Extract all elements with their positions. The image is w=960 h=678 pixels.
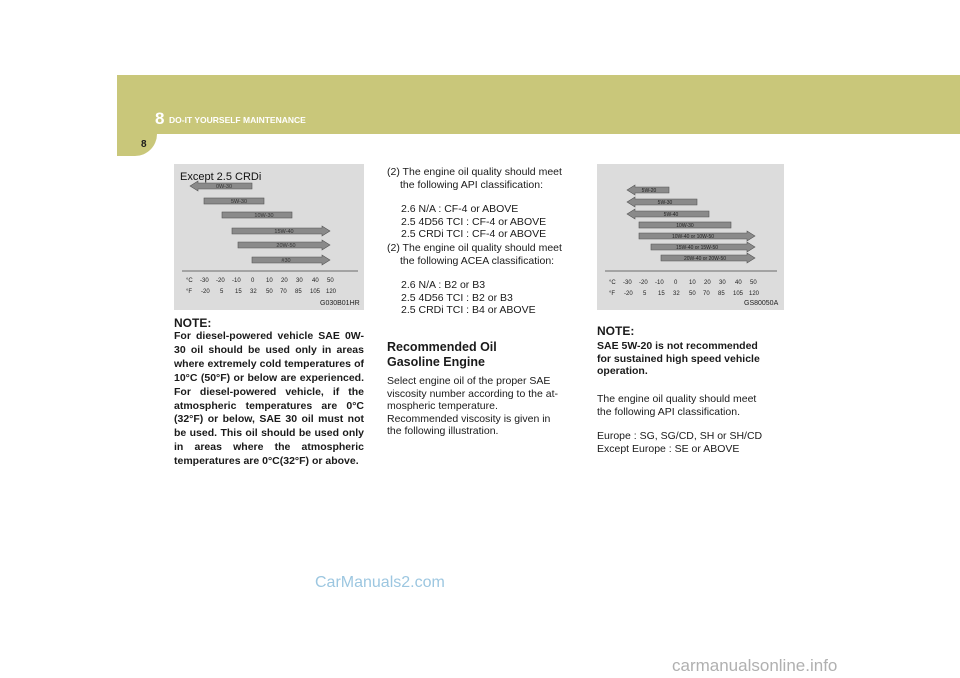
grade-arrow xyxy=(238,240,330,250)
viscosity-arrows xyxy=(597,164,784,310)
body-line: the following API classification. xyxy=(597,405,740,418)
grade-arrow xyxy=(232,226,330,236)
except-europe-spec: Except Europe : SE or ABOVE xyxy=(597,442,740,455)
fahrenheit-tick: 5 xyxy=(220,289,224,295)
grade-bar xyxy=(222,212,292,219)
acea-classification xyxy=(387,242,587,317)
grade-label: 5W-30 xyxy=(657,200,673,206)
page-number: 8 xyxy=(141,139,147,150)
page-number-tab xyxy=(117,133,157,156)
celsius-tick: 50 xyxy=(750,280,757,286)
section-heading-line: Gasoline Engine xyxy=(387,355,485,369)
fahrenheit-tick: 120 xyxy=(749,291,760,297)
fahrenheit-tick: 32 xyxy=(673,291,680,297)
warning-line: for sustained high speed vehicle xyxy=(597,352,760,365)
grade-label: 0W-30 xyxy=(215,184,233,190)
watermark-carmanualsonline[interactable]: carmanualsonline.info xyxy=(672,656,838,675)
fahrenheit-tick: 32 xyxy=(250,289,257,295)
acea-intro-line: the following ACEA classification: xyxy=(400,254,555,267)
celsius-tick: -30 xyxy=(623,280,632,286)
celsius-tick: -30 xyxy=(200,278,209,284)
grade-arrow xyxy=(627,185,669,195)
api-intro-line: the following API classification: xyxy=(400,178,543,191)
body-line: the following illustration. xyxy=(387,425,499,438)
grade-label: 20W-50 xyxy=(276,243,296,249)
diesel-viscosity-chart xyxy=(174,164,364,310)
celsius-tick: 20 xyxy=(281,278,288,284)
grade-arrow xyxy=(627,197,697,207)
chapter-title: DO-IT YOURSELF MAINTENANCE xyxy=(169,115,306,125)
grade-label: 10W-30 xyxy=(254,213,274,219)
celsius-tick: °C xyxy=(609,280,616,286)
europe-spec: Europe : SG, SG/CD, SH or SH/CD xyxy=(597,430,763,443)
fahrenheit-tick: -20 xyxy=(201,289,210,295)
api-line: 2.5 CRDi TCI : CF-4 or ABOVE xyxy=(401,228,547,241)
gasoline-viscosity-chart xyxy=(597,164,784,310)
body-line: The engine oil quality should meet xyxy=(597,393,757,405)
body-line: mospheric temperature. xyxy=(387,400,498,413)
warning-line: SAE 5W-20 is not recommended xyxy=(597,340,758,352)
fahrenheit-tick: 15 xyxy=(658,291,665,297)
api-requirement xyxy=(597,393,787,455)
api-line: 2.5 4D56 TCI : CF-4 or ABOVE xyxy=(401,215,547,228)
chapter-number: 8 xyxy=(155,109,165,128)
acea-line: 2.6 N/A : B2 or B3 xyxy=(401,279,486,292)
body-line: viscosity number according to the at- xyxy=(387,387,558,400)
grade-arrow xyxy=(639,231,755,241)
celsius-tick: -20 xyxy=(216,278,225,284)
celsius-tick: -10 xyxy=(232,278,241,284)
fahrenheit-tick: 120 xyxy=(326,289,337,295)
celsius-tick: 50 xyxy=(327,278,334,284)
fahrenheit-tick: °F xyxy=(609,291,616,297)
grade-arrow xyxy=(651,242,755,252)
fahrenheit-tick: 50 xyxy=(689,291,696,297)
note-heading: NOTE: xyxy=(597,324,635,338)
note-heading: NOTE: xyxy=(174,316,212,330)
celsius-tick: °C xyxy=(186,278,193,284)
body-line: Select engine oil of the proper SAE xyxy=(387,375,551,387)
grade-label: 10W-30 xyxy=(676,223,694,229)
grade-arrow xyxy=(190,181,252,191)
grade-label: 5W-20 xyxy=(641,188,657,194)
recommended-oil-text xyxy=(387,375,587,438)
fahrenheit-tick: 15 xyxy=(235,289,242,295)
fahrenheit-tick: 105 xyxy=(310,289,321,295)
warning-line: operation. xyxy=(597,365,648,378)
celsius-tick: 10 xyxy=(266,278,273,284)
grade-label: 5W-30 xyxy=(230,199,248,205)
celsius-tick: 10 xyxy=(689,280,696,286)
celsius-tick: 30 xyxy=(719,280,726,286)
grade-label: 15W-40 xyxy=(274,229,294,235)
grade-label: 15W-40 or 15W-50 xyxy=(675,245,719,251)
section-heading-line: Recommended Oil xyxy=(387,340,497,354)
fahrenheit-tick: 50 xyxy=(266,289,273,295)
fahrenheit-tick: -20 xyxy=(624,291,633,297)
acea-intro-line: (2) The engine oil quality should meet xyxy=(387,242,562,254)
grade-arrow xyxy=(627,209,709,219)
grade-label: #30 xyxy=(281,258,291,264)
grade-bar xyxy=(204,198,264,205)
sae-warning xyxy=(597,340,787,378)
grade-label: 10W-40 or 10W-50 xyxy=(671,234,715,240)
header-rule xyxy=(157,133,960,134)
grade-label: 20W-40 or 20W-50 xyxy=(683,256,727,262)
grade-bar xyxy=(639,222,731,229)
figure-code: GS80050A xyxy=(744,300,779,307)
celsius-tick: 20 xyxy=(704,280,711,286)
api-line: 2.6 N/A : CF-4 or ABOVE xyxy=(401,203,519,216)
section-heading xyxy=(387,340,497,370)
fahrenheit-tick: 85 xyxy=(718,291,725,297)
figure-title: Except 2.5 CRDi xyxy=(180,171,262,183)
figure-code: G030B01HR xyxy=(320,300,360,307)
celsius-tick: -10 xyxy=(655,280,664,286)
api-intro-line: (2) The engine oil quality should meet xyxy=(387,166,562,178)
grade-arrow xyxy=(661,253,755,263)
viscosity-arrows xyxy=(174,164,364,310)
grade-label: 5W-40 xyxy=(663,212,679,218)
acea-line: 2.5 4D56 TCI : B2 or B3 xyxy=(401,291,513,304)
fahrenheit-tick: 70 xyxy=(280,289,287,295)
watermark-carmanuals2[interactable]: CarManuals2.com xyxy=(315,574,445,591)
body-line: Recommended viscosity is given in xyxy=(387,412,551,425)
acea-line: 2.5 CRDi TCI : B4 or ABOVE xyxy=(401,304,536,317)
diesel-oil-note: For diesel-powered vehicle SAE 0W-30 oil should be used only in areas where extremely cold temperatures of 10°C (50°F) or below are experienced. For diesel-powered vehicle, if the atmospheric temperatures are 0°C (32°F) or below, SAE 30 oil must not be used. This oil should be used only in areas where the atmospheric temperatures are 0°C(32°F) or above. xyxy=(174,330,364,468)
fahrenheit-tick: °F xyxy=(186,289,193,295)
celsius-tick: 30 xyxy=(296,278,303,284)
fahrenheit-tick: 105 xyxy=(733,291,744,297)
celsius-tick: 40 xyxy=(312,278,319,284)
celsius-tick: -20 xyxy=(639,280,648,286)
celsius-tick: 0 xyxy=(674,280,678,286)
fahrenheit-tick: 70 xyxy=(703,291,710,297)
fahrenheit-tick: 5 xyxy=(643,291,647,297)
fahrenheit-tick: 85 xyxy=(295,289,302,295)
celsius-tick: 0 xyxy=(251,278,255,284)
grade-arrow xyxy=(252,255,330,265)
api-classification xyxy=(387,166,587,241)
celsius-tick: 40 xyxy=(735,280,742,286)
